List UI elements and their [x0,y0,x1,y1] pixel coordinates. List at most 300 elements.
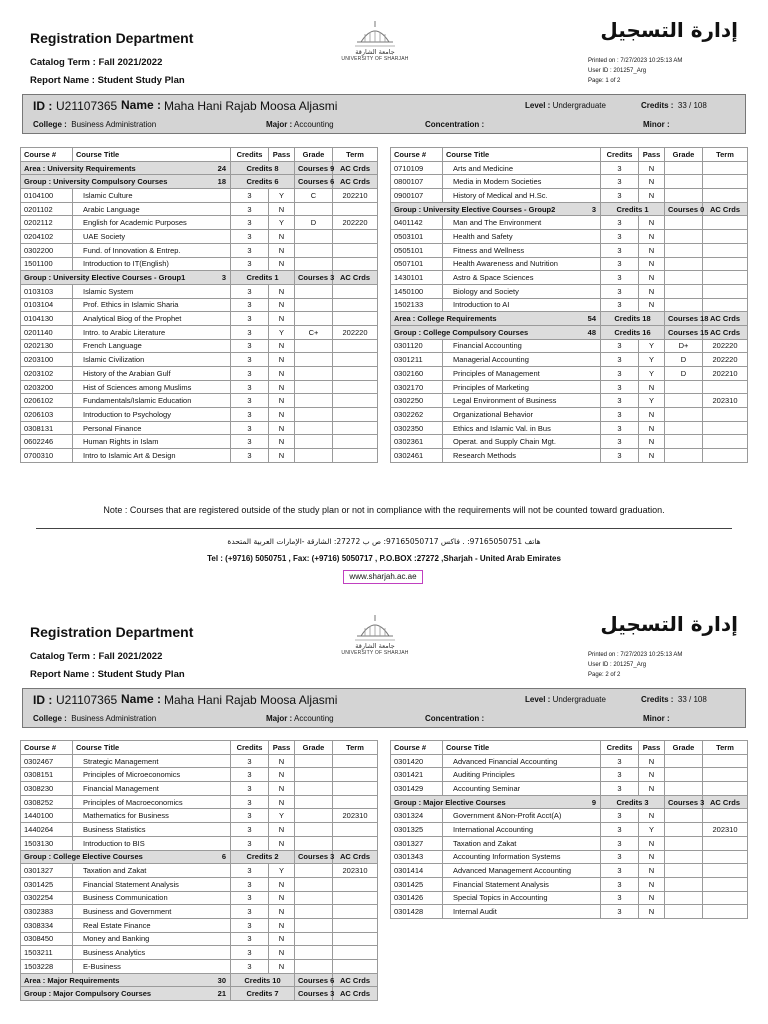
report-name: Report Name : Student Study Plan [30,75,185,86]
course-title: E-Business [73,960,231,974]
course-pass: N [269,932,295,946]
course-title: Money and Banking [73,932,231,946]
course-term [333,298,378,312]
course-credits: 3 [231,298,269,312]
course-code: 0602246 [21,435,73,449]
course-pass: N [639,284,665,298]
group-courses: Courses 6 [295,973,333,987]
course-grade [665,189,703,203]
course-term [333,449,378,463]
id-label: ID : [33,99,53,113]
course-title: Real Estate Finance [73,918,231,932]
course-code: 0302467 [21,754,73,768]
group-unit: AC Crds [703,312,748,326]
course-term [333,202,378,216]
course-code: 1440264 [21,823,73,837]
course-pass: N [639,809,665,823]
column-header: Course Title [73,148,231,162]
course-grade [665,421,703,435]
course-term [333,932,378,946]
table-header-row [21,741,378,755]
course-credits: 3 [231,408,269,422]
course-term [333,435,378,449]
course-code: 0710109 [391,161,443,175]
arabic-title: إدارة التسجيل [600,18,738,42]
course-credits: 3 [231,960,269,974]
table-row [21,449,378,463]
course-code: 0302250 [391,394,443,408]
column-header: Term [333,741,378,755]
course-pass: N [269,380,295,394]
group-label: Group : College Elective Courses 6 [21,850,231,864]
table-row [391,271,748,285]
table-row [391,449,748,463]
course-pass: N [269,768,295,782]
group-label: Area : Major Requirements 30 [21,973,231,987]
course-grade [295,408,333,422]
report-name: Report Name : Student Study Plan [30,669,185,680]
table-row [21,380,378,394]
course-grade [665,408,703,422]
column-header: Credits [231,741,269,755]
course-credits: 3 [601,823,639,837]
group-unit: AC Crds [333,161,378,175]
course-pass: N [269,960,295,974]
course-grade: D [295,216,333,230]
table-row [391,421,748,435]
column-header: Course # [21,148,73,162]
course-grade [295,768,333,782]
course-pass: N [269,312,295,326]
course-term [333,768,378,782]
course-pass: Y [639,339,665,353]
course-grade [295,905,333,919]
course-pass: N [269,795,295,809]
address-arabic: هاتف 97165050751: . فاكس 97165050717: ص ب 27272: الشارقة -الإمارات العربية المتحدة [227,537,541,546]
group-courses: Courses 3 [295,271,333,285]
course-term: 202210 [703,367,748,381]
footer-divider [36,528,732,529]
course-code: 0203100 [21,353,73,367]
course-credits: 3 [601,271,639,285]
table-row [21,284,378,298]
course-code: 0302170 [391,380,443,394]
course-grade [295,809,333,823]
course-code: 0308151 [21,768,73,782]
group-courses: Courses 9 [295,161,333,175]
course-term: 202220 [333,325,378,339]
graduation-note: Note : Courses that are registered outside of the study plan or not in compliance with the requirements will not be counted toward graduation. [103,505,665,515]
course-title: Arabic Language [73,202,231,216]
course-title: Media in Modern Societies [443,175,601,189]
print-info [588,650,682,680]
course-credits: 3 [601,189,639,203]
major-label: Major : [266,714,293,723]
group-row [21,987,378,1001]
course-credits: 3 [601,891,639,905]
course-pass: N [639,230,665,244]
course-term: 202310 [333,809,378,823]
student-credits: 33 / 108 [677,101,707,110]
logo-arabic: جامعة الشارقة [355,642,395,650]
table-row [21,325,378,339]
course-grade [295,243,333,257]
course-grade [665,161,703,175]
course-credits: 3 [231,754,269,768]
table-row [21,202,378,216]
table-row [391,339,748,353]
course-pass: Y [639,353,665,367]
course-grade [295,367,333,381]
course-pass: N [639,421,665,435]
course-credits: 3 [231,905,269,919]
course-term [703,421,748,435]
course-title: Accounting Information Systems [443,850,601,864]
table-row [21,905,378,919]
course-credits: 3 [231,243,269,257]
course-code: 0301429 [391,782,443,796]
course-grade [665,823,703,837]
course-term [703,380,748,394]
course-title: Mathematics for Business [73,809,231,823]
course-grade [295,891,333,905]
course-grade [665,435,703,449]
course-title: Principles of Macroeconomics [73,795,231,809]
table-row [21,754,378,768]
course-code: 0308131 [21,421,73,435]
table-row [21,891,378,905]
course-code: 0104130 [21,312,73,326]
department-title: Registration Department [30,624,194,640]
course-term [333,782,378,796]
course-title: Financial Management [73,782,231,796]
table-row [391,243,748,257]
course-grade [295,353,333,367]
catalog-term: Catalog Term : Fall 2021/2022 [30,651,163,662]
logo-arabic: جامعة الشارقة [355,48,395,56]
course-code: 0206102 [21,394,73,408]
logo-english: UNIVERSITY OF SHARJAH [341,56,409,62]
column-header: Pass [639,148,665,162]
course-code: 0308252 [21,795,73,809]
course-title: Taxation and Zakat [73,864,231,878]
group-courses: Courses 18 [665,312,703,326]
department-title: Registration Department [30,30,194,46]
course-term [703,836,748,850]
table-row [21,243,378,257]
course-title: Internal Audit [443,905,601,919]
course-grade [295,836,333,850]
course-pass: N [269,421,295,435]
group-label: Group : Major Compulsory Courses 21 [21,987,231,1001]
course-title: Business and Government [73,905,231,919]
student-name: Maha Hani Rajab Moosa Aljasmi [164,99,338,113]
course-term [333,754,378,768]
course-title: Introduction to AI [443,298,601,312]
group-unit: AC Crds [703,325,748,339]
address-english: Tel : (+9716) 5050751 , Fax: (+9716) 5050717 , P.O.BOX :27272 ,Sharjah - United Arab Emirates [207,554,561,563]
course-code: 0302160 [391,367,443,381]
course-term [703,243,748,257]
course-pass: N [269,230,295,244]
column-header: Grade [295,148,333,162]
group-credits: Credits 16 [601,325,665,339]
course-pass: N [639,754,665,768]
course-term [333,836,378,850]
course-title: Analytical Biog of the Prophet [73,312,231,326]
course-credits: 3 [601,768,639,782]
course-credits: 3 [231,932,269,946]
course-table-page2-left [20,740,378,1001]
course-grade [295,339,333,353]
course-code: 0301428 [391,905,443,919]
table-row [21,836,378,850]
course-grade [665,230,703,244]
course-code: 0202112 [21,216,73,230]
table-row [391,809,748,823]
group-credits: Credits 1 [601,202,665,216]
course-title: English for Academic Purposes [73,216,231,230]
course-title: Financial Accounting [443,339,601,353]
course-term [703,850,748,864]
course-pass: N [269,782,295,796]
course-credits: 3 [601,380,639,394]
table-row [21,353,378,367]
course-code: 0301426 [391,891,443,905]
group-credits: Credits 2 [231,850,295,864]
course-grade [665,298,703,312]
course-grade [295,795,333,809]
column-header: Term [703,741,748,755]
course-term [333,918,378,932]
course-title: Business Analytics [73,946,231,960]
course-term [703,257,748,271]
course-title: Research Methods [443,449,601,463]
course-code: 0103103 [21,284,73,298]
course-title: Accounting Seminar [443,782,601,796]
course-pass: N [269,449,295,463]
table-row [21,809,378,823]
group-row [21,850,378,864]
course-pass: N [269,408,295,422]
course-pass: N [639,408,665,422]
column-header: Pass [639,741,665,755]
course-credits: 3 [601,394,639,408]
course-pass: N [269,298,295,312]
course-term: 202310 [333,864,378,878]
course-grade [665,905,703,919]
group-credits: Credits 6 [231,175,295,189]
course-title: French Language [73,339,231,353]
student-info-box [22,94,746,134]
course-grade [665,216,703,230]
course-grade [665,380,703,394]
course-title: Islamic Civilization [73,353,231,367]
course-table-page2-right [390,740,748,919]
course-code: 0302200 [21,243,73,257]
course-pass: N [269,202,295,216]
course-title: Hist of Sciences among Muslims [73,380,231,394]
course-title: Principles of Microeconomics [73,768,231,782]
course-pass: Y [639,367,665,381]
course-credits: 3 [601,230,639,244]
course-title: International Accounting [443,823,601,837]
group-label: Group : University Compulsory Courses 18 [21,175,231,189]
course-term [333,877,378,891]
group-courses: Courses 15 [665,325,703,339]
group-label: Group : Major Elective Courses 9 [391,795,601,809]
course-credits: 3 [231,809,269,823]
course-credits: 3 [231,823,269,837]
course-title: Advanced Management Accounting [443,864,601,878]
credits-label: Credits : [641,101,674,110]
course-credits: 3 [601,408,639,422]
course-code: 1502133 [391,298,443,312]
course-grade: D [665,353,703,367]
course-title: Managerial Accounting [443,353,601,367]
table-row [21,960,378,974]
table-row [391,836,748,850]
group-courses: Courses 0 [665,202,703,216]
column-header: Course Title [443,148,601,162]
column-header: Course # [21,741,73,755]
course-term [703,216,748,230]
course-pass: Y [269,809,295,823]
course-grade [295,394,333,408]
course-title: Health and Safety [443,230,601,244]
course-pass: N [639,768,665,782]
course-credits: 3 [231,216,269,230]
course-title: Strategic Management [73,754,231,768]
course-grade [295,257,333,271]
course-title: Financial Statement Analysis [443,877,601,891]
page-number: Page: 2 of 2 [588,672,621,678]
course-title: Ethics and Islamic Val. in Bus [443,421,601,435]
student-level: Undergraduate [552,101,606,110]
course-title: Principles of Marketing [443,380,601,394]
table-row [391,257,748,271]
course-code: 0301414 [391,864,443,878]
university-logo [340,614,410,660]
course-term [333,905,378,919]
course-code: 0302461 [391,449,443,463]
course-credits: 3 [231,946,269,960]
user-id: User ID : 201257_Arg [588,662,647,668]
student-id: U21107365 [56,693,118,707]
group-unit: AC Crds [703,202,748,216]
course-term [703,864,748,878]
course-code: 0301327 [21,864,73,878]
course-pass: Y [639,394,665,408]
group-credits: Credits 18 [601,312,665,326]
column-header: Pass [269,741,295,755]
course-pass: N [639,864,665,878]
course-code: 1450100 [391,284,443,298]
student-info-box [22,688,746,728]
course-code: 0202130 [21,339,73,353]
course-code: 0302262 [391,408,443,422]
group-row [391,325,748,339]
course-credits: 3 [601,836,639,850]
student-major: Accounting [294,120,334,129]
group-label: Area : College Requirements 54 [391,312,601,326]
course-title: Fund. of Innovation & Entrep. [73,243,231,257]
level-label: Level : [525,695,551,704]
course-grade [665,175,703,189]
course-credits: 3 [601,353,639,367]
credits-label: Credits : [641,695,674,704]
course-grade [295,946,333,960]
course-grade [295,284,333,298]
group-row [21,973,378,987]
course-code: 1503211 [21,946,73,960]
course-term [333,891,378,905]
course-title: Arts and Medicine [443,161,601,175]
course-credits: 3 [601,782,639,796]
course-code: 0301343 [391,850,443,864]
group-courses: Courses 3 [295,850,333,864]
course-pass: N [269,243,295,257]
course-credits: 3 [601,435,639,449]
table-row [21,946,378,960]
course-term [333,421,378,435]
course-term [703,768,748,782]
course-term [703,754,748,768]
course-pass: N [269,891,295,905]
student-college: Business Administration [71,714,157,723]
course-grade: C [295,189,333,203]
course-credits: 3 [601,298,639,312]
course-term: 202310 [703,394,748,408]
course-credits: 3 [231,312,269,326]
course-grade [665,768,703,782]
table-row [21,189,378,203]
course-term [333,339,378,353]
course-grade [295,298,333,312]
website-link[interactable]: www.sharjah.ac.ae [343,570,423,584]
course-grade [295,202,333,216]
table-row [21,216,378,230]
catalog-term: Catalog Term : Fall 2021/2022 [30,57,163,68]
course-title: Human Rights in Islam [73,435,231,449]
table-row [21,864,378,878]
course-code: 0900107 [391,189,443,203]
course-title: Astro & Space Sciences [443,271,601,285]
course-term [703,189,748,203]
course-grade [665,891,703,905]
course-credits: 3 [231,435,269,449]
report-page-2 [0,600,768,1024]
course-pass: N [639,271,665,285]
course-grade [295,435,333,449]
course-term [333,394,378,408]
course-pass: Y [269,864,295,878]
course-credits: 3 [601,284,639,298]
course-grade: C+ [295,325,333,339]
table-row [391,905,748,919]
column-header: Pass [269,148,295,162]
major-label: Major : [266,120,293,129]
course-title: Intro to Islamic Art & Design [73,449,231,463]
table-row [391,782,748,796]
course-pass: N [639,877,665,891]
concentration-label: Concentration : [425,714,485,723]
course-code: 1430101 [391,271,443,285]
course-credits: 3 [601,421,639,435]
course-pass: N [639,175,665,189]
group-label: Area : University Requirements 24 [21,161,231,175]
course-code: 0302350 [391,421,443,435]
